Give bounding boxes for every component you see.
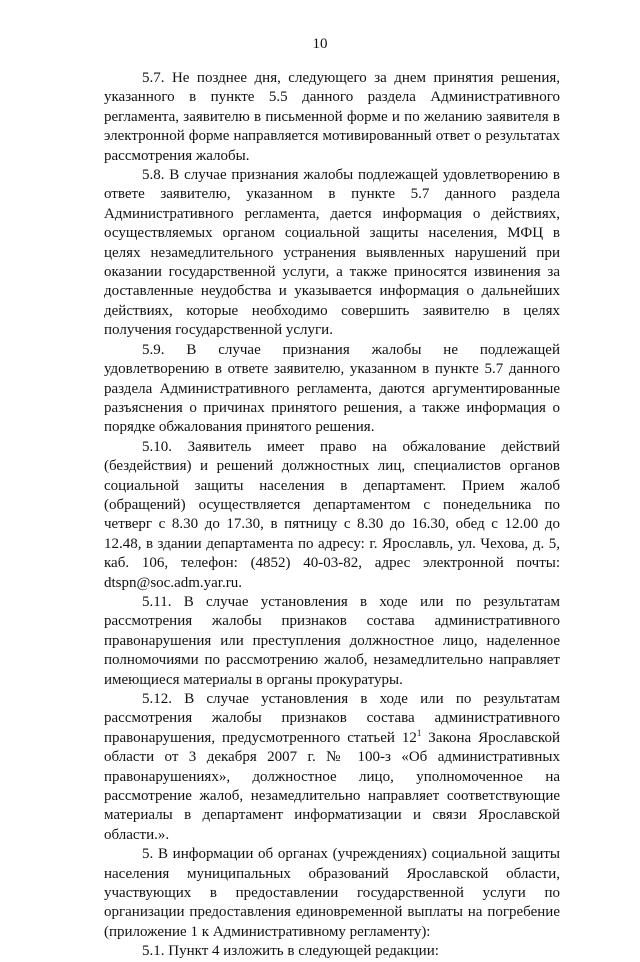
paragraph-item-5-1: 5.1. Пункт 4 изложить в следующей редакции:	[142, 943, 439, 960]
paragraph-5-12	[104, 690, 560, 845]
paragraph-item-5: 5. В информации об органах (учреждениях) социальной защиты населения муниципальных образований Ярославской области, участвующих в предоставлении государственной услуги по организации предоставления единовременной выплаты на погребение (приложение 1 к Административному регламенту):	[104, 846, 560, 940]
paragraph-5-7: 5.7. Не позднее дня, следующего за днем принятия решения, указанного в пункте 5.5 данного раздела Административного регламента, заявителю в письменной форме и по желанию заявителя в электронной форме направляется мотивированный ответ о результатах рассмотрения жалобы.	[104, 70, 560, 164]
page-number: 10	[312, 36, 328, 52]
paragraph-5-11: 5.11. В случае установления в ходе или по результатам рассмотрения жалобы признаков состава административного правонарушения или преступления должностное лицо, наделенное полномочиями по рассмотрению жалоб, незамедлительно направляет имеющиеся материалы в органы прокуратуры.	[104, 593, 560, 688]
paragraph-5-10: 5.10. Заявитель имеет право на обжалование действий (бездействия) и решений должностных лиц, специалистов органов социальной защиты населения в департамент. Прием жалоб (обращений) осуществляется департаментом с понедельника по четверг с 8.30 до 17.30, в пятницу с 8.30 до 16.30, обед с 12.00 до 12.48, в здании департамента по адресу: г. Ярославль, ул. Чехова, д. 5, каб. 106, телефон: (4852) 40-03-82, адрес электронной почты: dtspn@soc.adm.yar.ru.	[104, 438, 560, 591]
document-body	[104, 69, 560, 962]
superscript-note: 1	[416, 727, 422, 738]
paragraph-5-12-text-end: Закона Ярославской области от 3 декабря 2007 г. № 100-з «Об административных правонарушениях», должностное лицо, уполномоченное на рассмотрение жалоб, незамедлительно направляет соответствующие материалы в департамент информатизации и связи Ярославской области.».	[104, 729, 560, 843]
paragraph-5-12-text-start: 5.12. В случае установления в ходе или по результатам рассмотрения жалобы признаков состава административного правонарушения, предусмотренного статьей 12	[104, 691, 560, 746]
paragraph-5-8: 5.8. В случае признания жалобы подлежащей удовлетворению в ответе заявителю, указанном в пункте 5.7 данного раздела Административного регламента, дается информация о действиях, осуществляемых органом социальной защиты населения, МФЦ в целях незамедлительного устранения выявленных нарушений при оказании государственной услуги, а также приносятся извинения за доставленные неудобства и указывается информация о дальнейших действиях, которые необходимо совершить заявителю в целях получения государственной услуги.	[104, 167, 560, 339]
paragraph-5-9: 5.9. В случае признания жалобы не подлежащей удовлетворению в ответе заявителю, указанном в пункте 5.7 данного раздела Административного регламента, даются аргументированные разъяснения о причинах принятого решения, а также информация о порядке обжалования принятого решения.	[104, 341, 560, 436]
